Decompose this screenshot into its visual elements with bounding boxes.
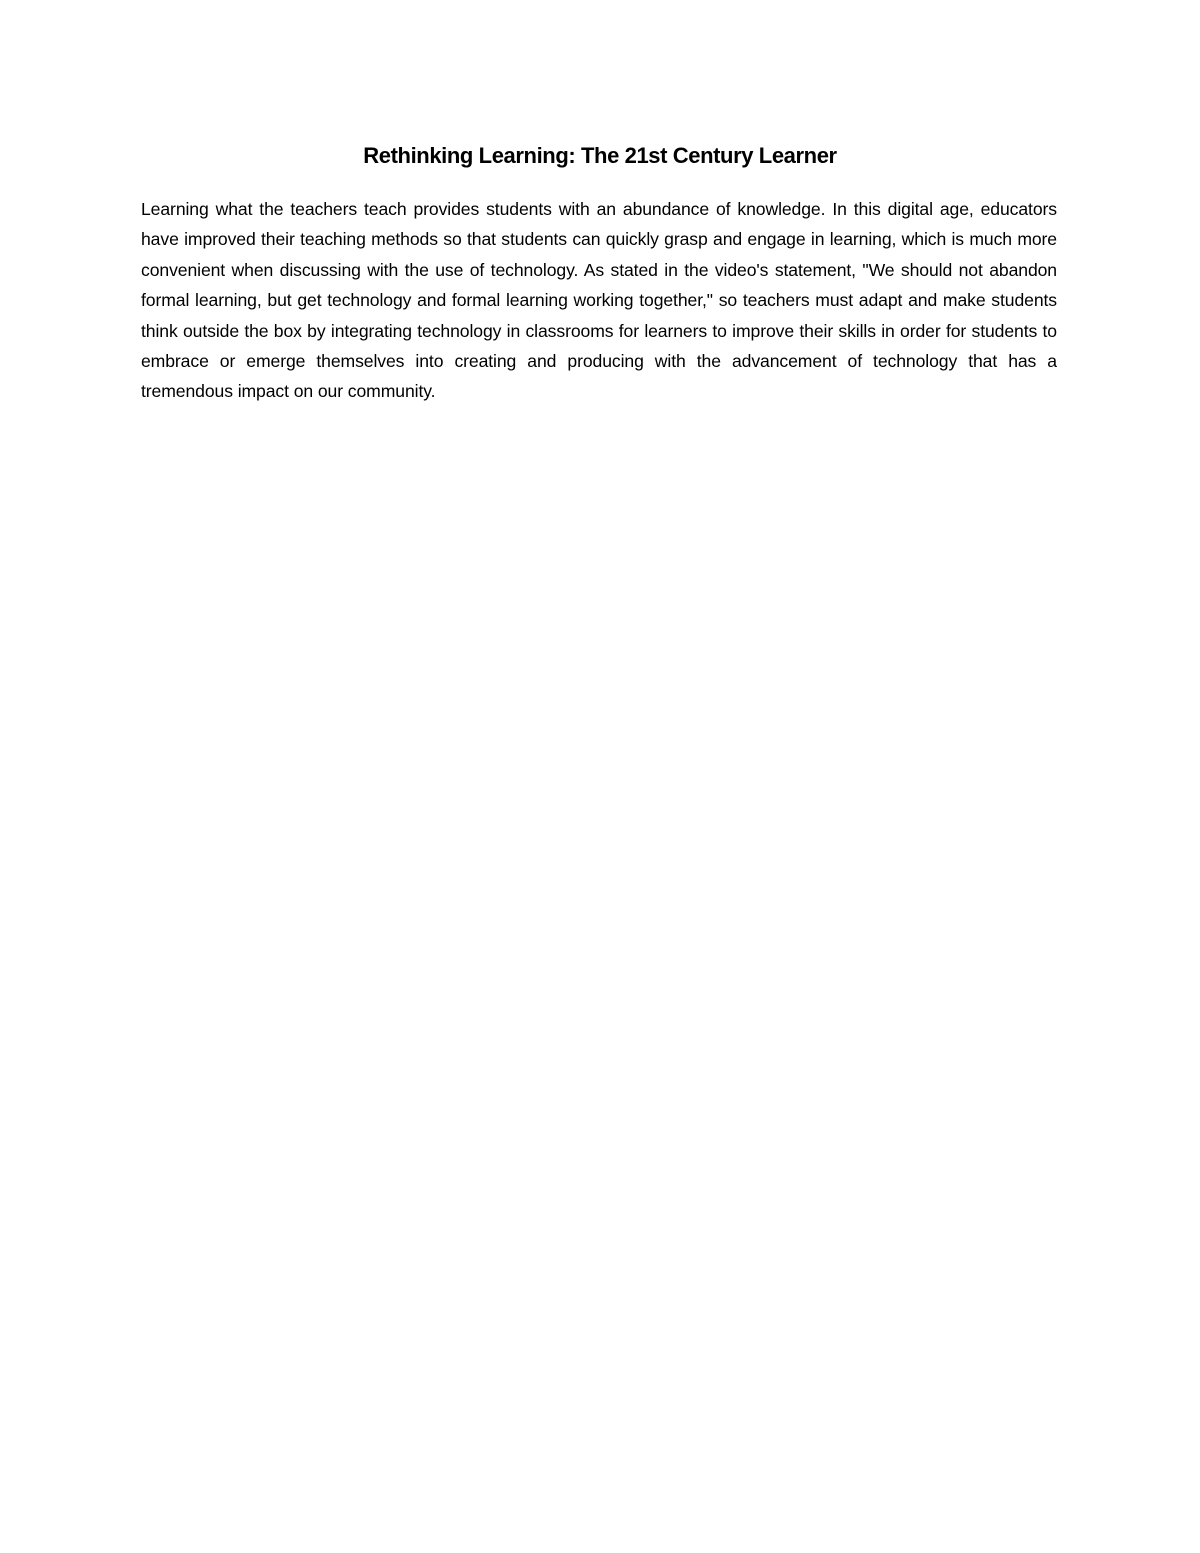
document-title: Rethinking Learning: The 21st Century Learner [363,143,837,168]
document-paragraph: Learning what the teachers teach provides students with an abundance of knowledge. In this digital age, educators have improved their teaching methods so that students can quickly grasp and engage in learning, which is much more convenient when discussing with the use of technology. As stated in the video's statement, "We should not abandon formal learning, but get technology and formal learning working together," so teachers must adapt and make students think outside the box by integrating technology in classrooms for learners to improve their skills in order for students to embrace or emerge themselves into creating and producing with the advancement of technology that has a tremendous impact on our community. [141,199,1057,402]
